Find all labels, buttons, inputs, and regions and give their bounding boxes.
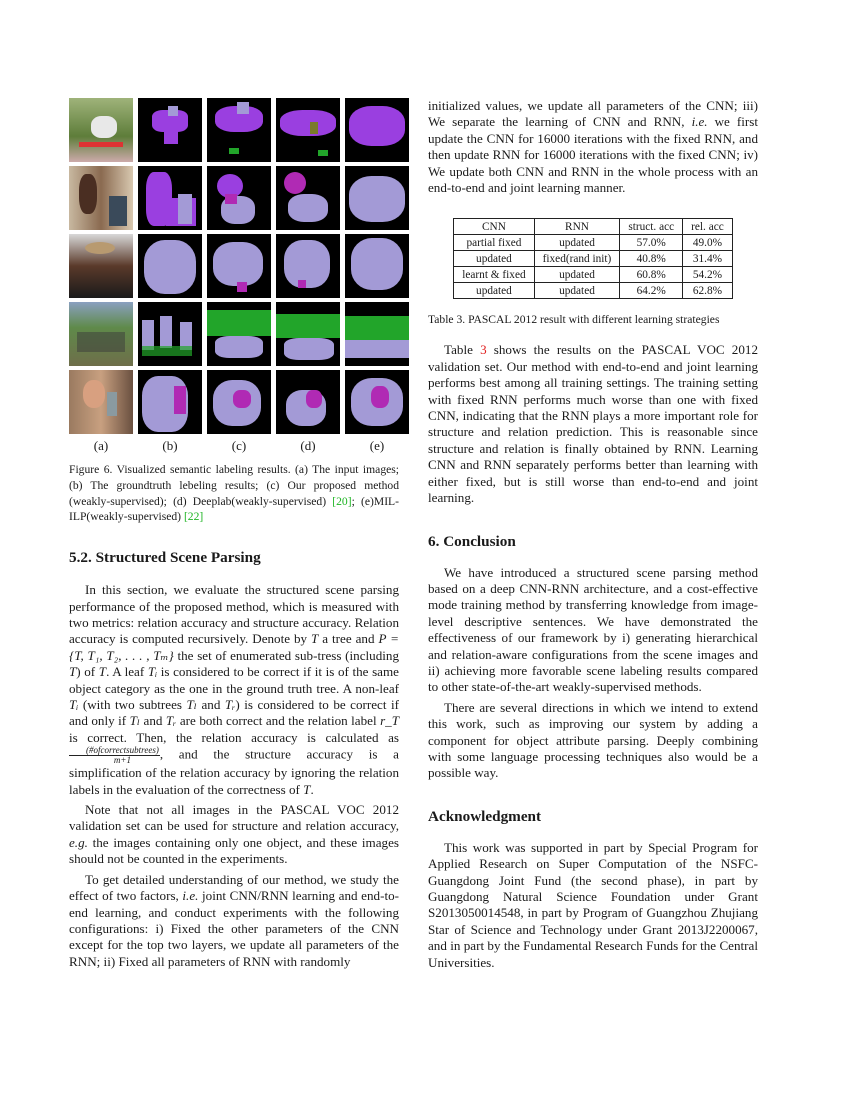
paragraph-configurations-cont: initialized values, we update all parameters of the CNN; iii) We separate the learning of CNN and RNN, i.e. we first update the CNN for 16000 iterations with the fixed RNN, and then update RNN for 16000 iterations with the fixed CNN; iv) We update both CNN and RNN in the whole process with an end-to-end and joint learning manner. <box>428 98 758 196</box>
groundtruth-cyclists <box>138 302 202 366</box>
results-table <box>453 218 732 299</box>
deeplab-cyclists <box>276 302 340 366</box>
right-column <box>428 98 758 971</box>
mililp-man-hat <box>345 234 409 298</box>
ours-cyclists <box>207 302 271 366</box>
table-header-row <box>454 219 732 235</box>
paragraph-configurations: To get detailed understanding of our method, we study the effect of two factors, i.e. joint CNN/RNN learning and end-to-end learning, and conduct experiments with the following configurations: i) Fixed the other parameters of the CNN except for the top two layers, we update all parameters of the RNN; ii) Fixed all parameters of RNN with randomly <box>69 871 399 969</box>
groundtruth-horse-jump <box>138 98 202 162</box>
paragraph-conclusion: We have introduced a structured scene parsing method based on a deep CNN-RNN architecture, and a cost-effective mode training method by transferring knowledge from image-level descriptive sentences. We have demonstrated the effectiveness of our framework by i) generating hierarchical and relation-aware configurations from the scene images and ii) achieving more favorable scene labeling results compared to other state-of-the-art weakly-supervised methods. <box>428 564 758 695</box>
citation-link[interactable]: [22] <box>183 510 204 524</box>
label-a: (a) <box>93 438 109 453</box>
table-row <box>454 251 732 267</box>
table-reference-link[interactable]: 3 <box>480 342 487 358</box>
label-d: (d) <box>300 438 316 453</box>
table-3-caption: Table 3. PASCAL 2012 result with different learning strategies <box>428 313 720 327</box>
table-cell: 60.8% <box>620 267 683 283</box>
groundtruth-man-bottle <box>138 370 202 434</box>
citation-link[interactable]: [20] <box>332 494 352 508</box>
ours-man-hat <box>207 234 271 298</box>
mililp-horse-jump <box>345 98 409 162</box>
deeplab-horse-jump <box>276 98 340 162</box>
caption-text: ; (e)MIL-ILP(weakly-supervised) <box>69 494 399 524</box>
table-row <box>454 267 732 283</box>
table-cell: 57.0% <box>620 235 683 251</box>
table-cell: 64.2% <box>620 283 683 299</box>
table-cell: updated <box>534 283 620 299</box>
figure-column-labels <box>69 438 399 454</box>
table-cell: updated <box>534 267 620 283</box>
figure-6-caption <box>69 462 399 525</box>
paragraph-note: Note that not all images in the PASCAL VOC 2012 validation set can be used for structure and relation accuracy, e.g. the images containing only one object, and these images should not be counted in the experiments. <box>69 802 399 867</box>
left-column <box>69 98 399 970</box>
deeplab-man-hat <box>276 234 340 298</box>
mililp-horse-person <box>345 166 409 230</box>
deeplab-man-bottle <box>276 370 340 434</box>
table-cell: fixed(rand init) <box>534 251 620 267</box>
deeplab-horse-person <box>276 166 340 230</box>
table-row <box>454 283 732 299</box>
table-header-cell: CNN <box>454 219 534 235</box>
ours-horse-person <box>207 166 271 230</box>
section-heading-conclusion: 6. Conclusion <box>428 532 516 550</box>
input-image-cyclists <box>69 302 133 366</box>
section-heading-acknowledgment: Acknowledgment <box>428 807 542 825</box>
table-cell: updated <box>454 251 534 267</box>
table-row <box>454 235 732 251</box>
table-header-cell: rel. acc <box>683 219 733 235</box>
ours-horse-jump <box>207 98 271 162</box>
table-cell: updated <box>454 283 534 299</box>
ours-man-bottle <box>207 370 271 434</box>
label-e: (e) <box>369 438 385 453</box>
table-cell: updated <box>534 235 620 251</box>
label-b: (b) <box>162 438 178 453</box>
table-cell: 40.8% <box>620 251 683 267</box>
table-header-cell: RNN <box>534 219 620 235</box>
table-cell: 31.4% <box>683 251 733 267</box>
mililp-man-bottle <box>345 370 409 434</box>
paragraph-results: Table 3 shows the results on the PASCAL VOC 2012 validation set. Our method with end-to-end and joint learning performs best among all training settings. The training setting with fixed RNN performs much worse than one with fixed CNN, indicating that the RNN plays a more important role for structure and relation prediction. This is reasonable since structure and relation is finally obtained by RNN. Learning CNN and RNN separately performs better than learning with either fixed, but is still worse than end-to-end and joint learning. <box>428 342 758 506</box>
input-image-man-hat <box>69 234 133 298</box>
table-cell: 62.8% <box>683 283 733 299</box>
groundtruth-horse-person <box>138 166 202 230</box>
relation-accuracy-formula: $\frac{\text{(\#ofcorrectsubtrees)}}{m+1}$ <box>69 746 160 765</box>
caption-text: Figure 6. Visualized semantic labeling results. (a) The input images; (b) The groundtruth lebeling results; (c) Our proposed method (weakly-supervised); (d) Deeplab(weakly-supervised) <box>69 463 399 508</box>
figure-6-grid <box>69 98 399 434</box>
paragraph-future-work: There are several directions in which we intend to extend this work, such as improving our system by adding a component for object attribute parsing. Deeply combining with some language processing techniques also would be a possible way. <box>428 699 758 781</box>
input-image-horse-jump <box>69 98 133 162</box>
paragraph-acknowledgment: This work was supported in part by Special Program for Applied Research on Super Computation of the NSFC-Guangdong Joint Fund (the second phase), in part by Guangdong Natural Science Foundation under Grant S2013050014548, in part by Program of Guangzhou Zhujiang Star of Science and Technology under Grant 2013J2200067, and in part by the Fundamental Research Funds for the Central Universities. <box>428 839 758 970</box>
table-cell: partial fixed <box>454 235 534 251</box>
input-image-man-bottle <box>69 370 133 434</box>
section-heading-5-2: 5.2. Structured Scene Parsing <box>69 549 261 567</box>
table-cell: learnt & fixed <box>454 267 534 283</box>
table-cell: 49.0% <box>683 235 733 251</box>
input-image-horse-person <box>69 166 133 230</box>
label-c: (c) <box>231 438 247 453</box>
groundtruth-man-hat <box>138 234 202 298</box>
paragraph-structured-parsing: In this section, we evaluate the structured scene parsing performance of the proposed method, which is measured with two metrics: relation accuracy and structure accuracy. Relation accuracy is computed recursively. Denote by T a tree and P = {T, T₁, T₂, . . . , Tₘ} the set of enumerated sub-tress (including T) of T. A leaf Tᵢ is considered to be correct if it is of the same object category as the one in the ground truth tree. A non-leaf Tᵢ (with two subtrees Tₗ and Tᵣ) is considered to be correct if and only if Tₗ and Tᵣ are both correct and the relation label r_T is correct. Then, the relation accuracy is calculated as $\frac{\text{(\#ofcorrectsubtrees)}}{m+1}$ , and the structure accuracy is a simplification of the relation accuracy by ignoring the relation labels in the evaluation of the correctness of T. <box>69 582 400 797</box>
table-header-cell: struct. acc <box>620 219 683 235</box>
table-cell: 54.2% <box>683 267 733 283</box>
mililp-cyclists <box>345 302 409 366</box>
